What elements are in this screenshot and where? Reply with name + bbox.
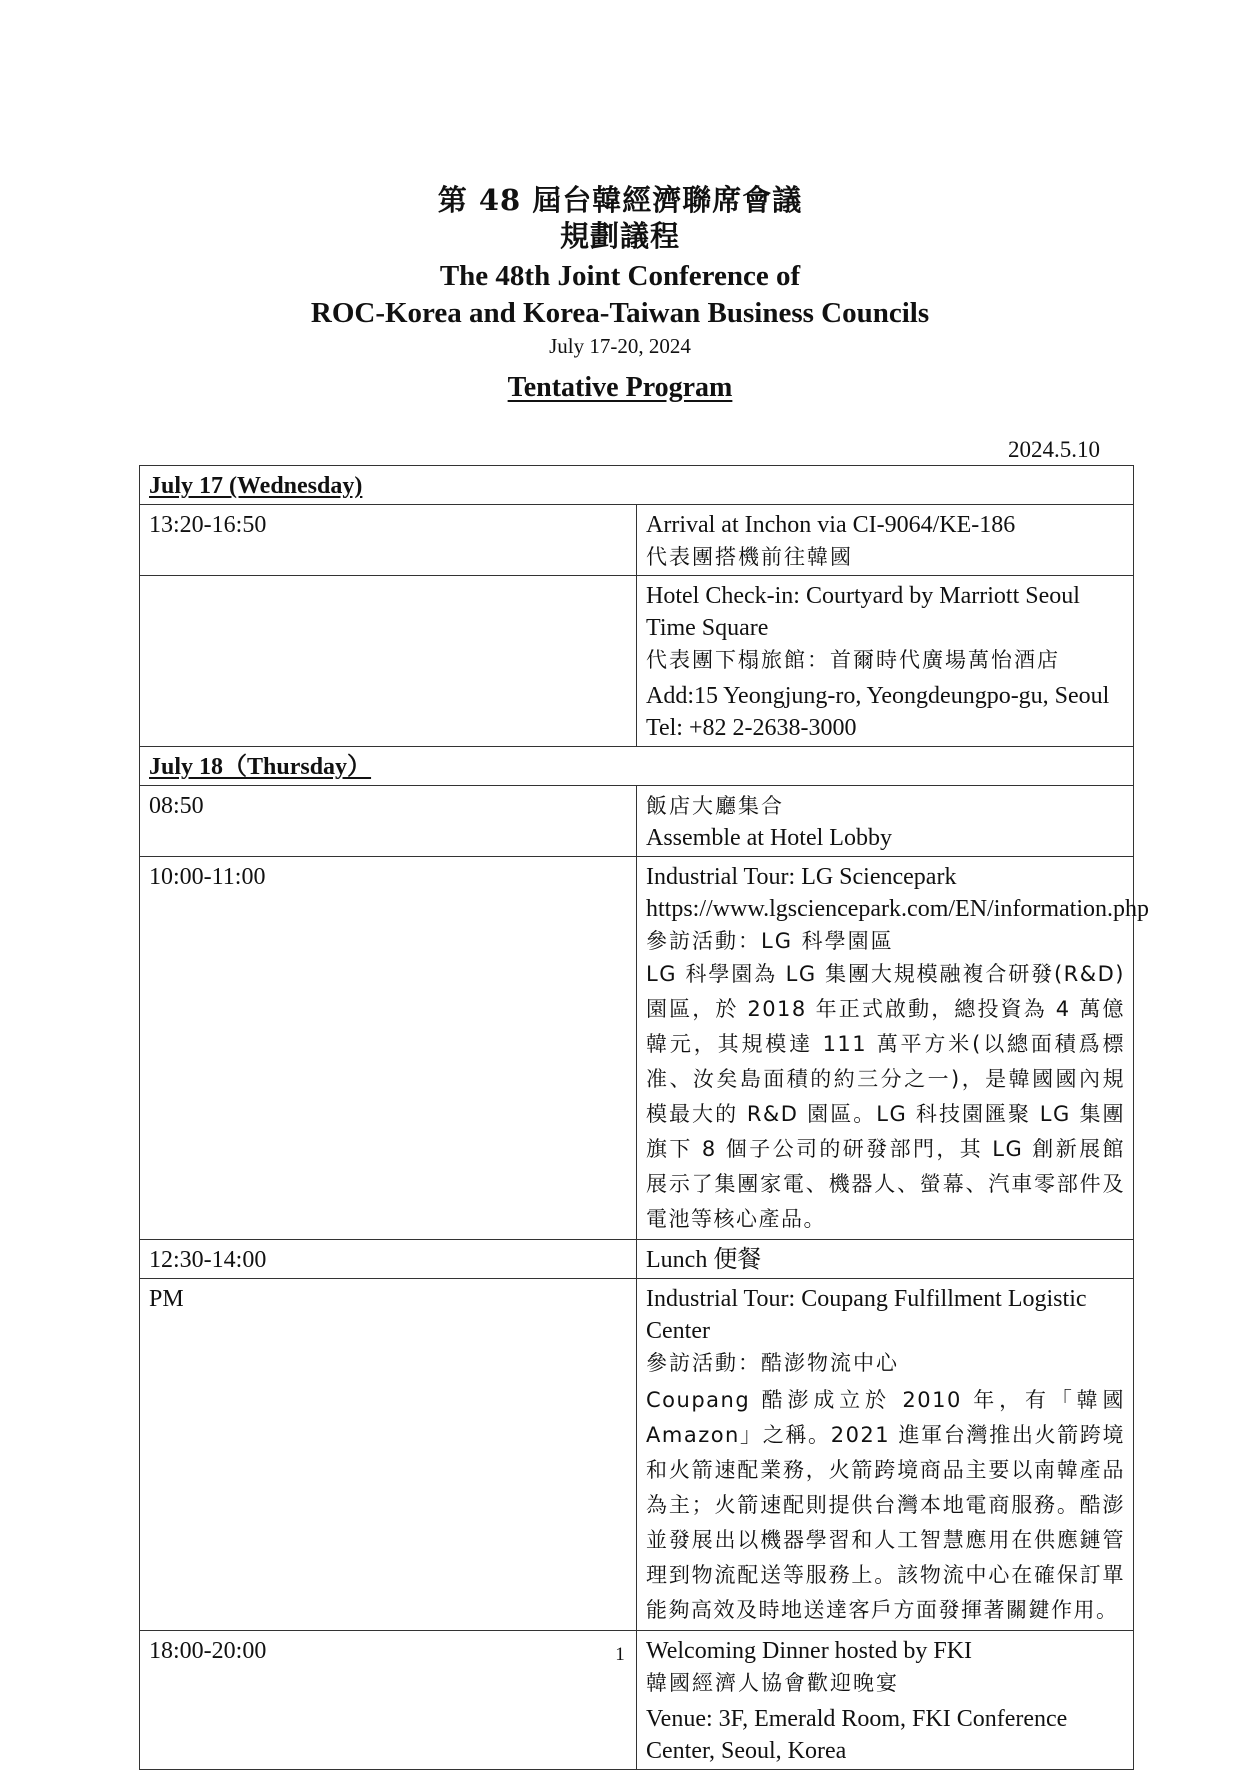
- activity-zh: 韓國經濟人協會歡迎晚宴: [646, 1671, 899, 1695]
- table-row: [140, 1279, 1134, 1631]
- activity-zh: 參訪活動：LG 科學園區: [646, 929, 894, 953]
- activity-cell: [637, 505, 1134, 576]
- activity-cell: [637, 786, 1134, 857]
- hotel-phone: Tel: +82 2-2638-3000: [646, 715, 857, 741]
- day-heading-row: [140, 466, 1134, 505]
- time-cell: 13:20-16:50: [140, 505, 637, 576]
- activity-cell: [637, 576, 1134, 747]
- activity-cell: [637, 1240, 1134, 1279]
- day-heading: July 17 (Wednesday): [149, 473, 363, 499]
- activity-description: Coupang 酷澎成立於 2010 年，有「韓國 Amazon」之稱。2021 進軍台灣推出火箭跨境和火箭速配業務，火箭跨境商品主要以南韓產品為主；火箭速配則提供台灣本地電商服務。酷澎並發展出以機器學習和人工智慧應用在供應鏈管理到物流配送等服務上。該物流中心在確保訂單能夠高效及時地送達客戶方面發揮著關鍵作用。: [646, 1388, 1125, 1622]
- time-cell: PM: [140, 1279, 637, 1631]
- activity-en: Hotel Check-in: Courtyard by Marriott Seoul Time Square: [646, 583, 1080, 641]
- table-row: [140, 1240, 1134, 1279]
- table-row: [140, 857, 1134, 1240]
- activity-en: Industrial Tour: Coupang Fulfillment Logistic Center: [646, 1286, 1087, 1344]
- activity-zh: 代表團下榻旅館：首爾時代廣場萬怡酒店: [646, 648, 1060, 672]
- title-zh: 第 48 屆台韓經濟聯席會議: [437, 183, 803, 217]
- activity-en: Assemble at Hotel Lobby: [646, 825, 892, 851]
- revision-date: 2024.5.10: [1008, 437, 1100, 462]
- time-cell: 10:00-11:00: [140, 857, 637, 1240]
- activity-cell: [637, 1279, 1134, 1631]
- table-row: [140, 505, 1134, 576]
- table-row: [140, 786, 1134, 857]
- activity-en: Welcoming Dinner hosted by FKI: [646, 1638, 973, 1664]
- activity-en: Arrival at Inchon via CI-9064/KE-186: [646, 512, 1016, 538]
- time-cell: 18:00-20:00: [140, 1631, 637, 1770]
- activity-zh: 代表團搭機前往韓國: [646, 545, 853, 569]
- activity-url: https://www.lgsciencepark.com/EN/information.php: [646, 896, 1150, 922]
- activity-zh: 飯店大廳集合: [646, 794, 784, 818]
- day-heading: July 18（Thursday）: [149, 754, 372, 780]
- conference-dates: July 17-20, 2024: [549, 334, 691, 358]
- activity-description: LG 科學園為 LG 集團大規模融複合研發(R&D)園區，於 2018 年正式啟動，總投資為 4 萬億韓元，其規模達 111 萬平方米(以總面積爲標准、汝矣島面積的約三分之一)，是韓國國內規模最大的 R&D 園區。LG 科技園匯聚 LG 集團旗下 8 個子公司的研發部門，其 LG 創新展館展示了集團家電、機器人、螢幕、汽車零部件及電池等核心產品。: [646, 962, 1125, 1231]
- title-en-line2: ROC-Korea and Korea-Taiwan Business Councils: [310, 297, 930, 329]
- activity-cell: [637, 857, 1150, 1240]
- program-table: [139, 465, 1150, 1770]
- activity-en: Industrial Tour: LG Sciencepark: [646, 864, 957, 890]
- hotel-address: Add:15 Yeongjung-ro, Yeongdeungpo-gu, Seoul: [646, 683, 1110, 709]
- subtitle-zh: 規劃議程: [559, 219, 680, 253]
- time-cell: 08:50: [140, 786, 637, 857]
- table-row: [140, 576, 1134, 747]
- day-heading-row: [140, 747, 1134, 786]
- activity-text: Lunch 便餐: [646, 1247, 762, 1273]
- title-en-line1: The 48th Joint Conference of: [439, 260, 801, 292]
- venue-text: Venue: 3F, Emerald Room, FKI Conference Center, Seoul, Korea: [646, 1706, 1068, 1764]
- time-cell: [140, 576, 637, 747]
- time-cell: 12:30-14:00: [140, 1240, 637, 1279]
- page-number: 1: [615, 1644, 625, 1665]
- title-block: [0, 182, 1240, 404]
- program-label: Tentative Program: [507, 372, 733, 403]
- activity-zh: 參訪活動：酷澎物流中心: [646, 1351, 899, 1375]
